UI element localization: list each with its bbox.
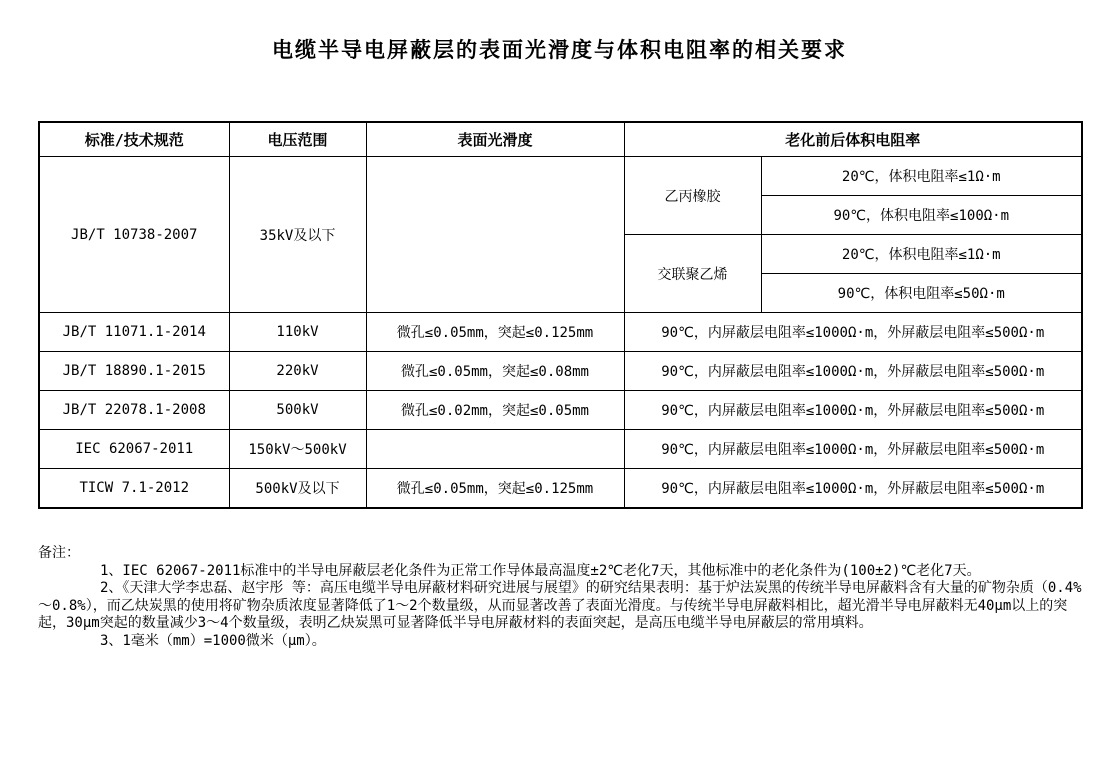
col-header-resistivity: 老化前后体积电阻率: [624, 122, 1082, 157]
cell-smoothness: 微孔≤0.02mm，突起≤0.05mm: [366, 391, 624, 430]
requirements-table: [38, 121, 1083, 509]
page-title: 电缆半导电屏蔽层的表面光滑度与体积电阻率的相关要求: [272, 38, 847, 62]
table-row: [39, 352, 1082, 391]
cell-resistivity: 90℃，内屏蔽层电阻率≤1000Ω·m，外屏蔽层电阻率≤500Ω·m: [624, 430, 1082, 469]
cell-resistivity-spec: 90℃，体积电阻率≤100Ω·m: [761, 196, 1082, 235]
cell-voltage: 500kV及以下: [229, 469, 366, 509]
cell-standard: JB/T 11071.1-2014: [39, 313, 229, 352]
cell-smoothness: [366, 157, 624, 313]
cell-smoothness: [366, 430, 624, 469]
table-row: [39, 430, 1082, 469]
cell-material-xlpe: 交联聚乙烯: [624, 235, 761, 313]
cell-smoothness: 微孔≤0.05mm，突起≤0.125mm: [366, 469, 624, 509]
cell-resistivity-spec: 20℃，体积电阻率≤1Ω·m: [761, 157, 1082, 196]
remark-item-2: 2、《天津大学李忠磊、赵宇彤 等：高压电缆半导电屏蔽材料研究进展与展望》的研究结果表明：基于炉法炭黑的传统半导电屏蔽料含有大量的矿物杂质（0.4%～0.8%），而乙炔炭黑的使用将矿物杂质浓度显著降低了1～2个数量级，从而显著改善了表面光滑度。与传统半导电屏蔽料相比，超光滑半导电屏蔽料无40μm以上的突起，30μm突起的数量减少3～4个数量级，表明乙炔炭黑可显著降低半导电屏蔽材料的表面突起，是高压电缆半导电屏蔽层的常用填料。: [38, 580, 1082, 631]
cell-standard: JB/T 18890.1-2015: [39, 352, 229, 391]
cell-resistivity: 90℃，内屏蔽层电阻率≤1000Ω·m，外屏蔽层电阻率≤500Ω·m: [624, 313, 1082, 352]
cell-voltage: 500kV: [229, 391, 366, 430]
cell-voltage: 35kV及以下: [229, 157, 366, 313]
cell-smoothness: 微孔≤0.05mm，突起≤0.125mm: [366, 313, 624, 352]
table-row: [39, 157, 1082, 196]
cell-standard: JB/T 10738-2007: [39, 157, 229, 313]
col-header-voltage: 电压范围: [229, 122, 366, 157]
remark-item-3: 3、1毫米（mm）=1000微米（μm）。: [100, 632, 326, 649]
cell-standard: IEC 62067-2011: [39, 430, 229, 469]
cell-voltage: 150kV～500kV: [229, 430, 366, 469]
cell-resistivity: 90℃，内屏蔽层电阻率≤1000Ω·m，外屏蔽层电阻率≤500Ω·m: [624, 352, 1082, 391]
cell-standard: TICW 7.1-2012: [39, 469, 229, 509]
remarks-label: 备注：: [38, 545, 80, 561]
cell-resistivity-spec: 20℃，体积电阻率≤1Ω·m: [761, 235, 1082, 274]
cell-standard: JB/T 22078.1-2008: [39, 391, 229, 430]
table-row: [39, 391, 1082, 430]
cell-resistivity: 90℃，内屏蔽层电阻率≤1000Ω·m，外屏蔽层电阻率≤500Ω·m: [624, 469, 1082, 509]
remarks-section: [38, 545, 1086, 650]
col-header-standard: 标准/技术规范: [39, 122, 229, 157]
cell-material-epr: 乙丙橡胶: [624, 157, 761, 235]
cell-resistivity-spec: 90℃，体积电阻率≤50Ω·m: [761, 274, 1082, 313]
header-row: [39, 122, 1082, 157]
cell-voltage: 110kV: [229, 313, 366, 352]
cell-resistivity: 90℃，内屏蔽层电阻率≤1000Ω·m，外屏蔽层电阻率≤500Ω·m: [624, 391, 1082, 430]
remark-item-1: 1、IEC 62067-2011标准中的半导电屏蔽层老化条件为正常工作导体最高温度±2℃老化7天，其他标准中的老化条件为(100±2)℃老化7天。: [100, 562, 981, 579]
table-row: [39, 313, 1082, 352]
table-row: [39, 469, 1082, 509]
cell-voltage: 220kV: [229, 352, 366, 391]
col-header-smoothness: 表面光滑度: [366, 122, 624, 157]
cell-smoothness: 微孔≤0.05mm，突起≤0.08mm: [366, 352, 624, 391]
